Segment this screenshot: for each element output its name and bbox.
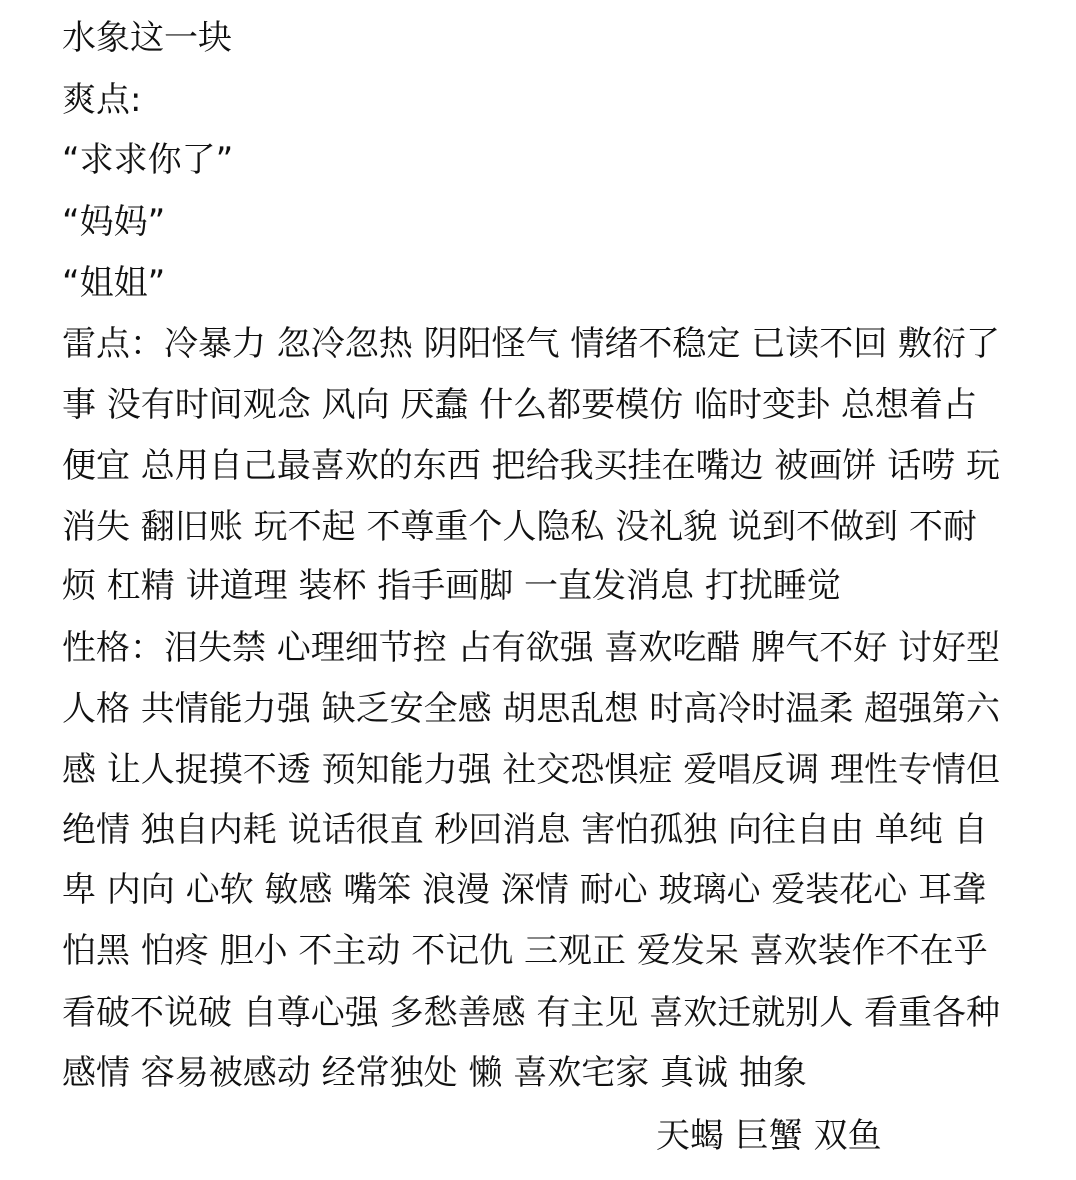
personality-line: 怕黑 怕疼 胆小 不主动 不记仇 三观正 爱发呆 喜欢装作不在乎 <box>62 931 988 971</box>
like-item: “姐姐” <box>62 263 166 303</box>
dislikes-line: 烦 杠精 讲道理 装杯 指手画脚 一直发消息 打扰睡觉 <box>62 566 841 606</box>
personality-line: 卑 内向 心软 敏感 嘴笨 浪漫 深情 耐心 玻璃心 爱装花心 耳聋 <box>62 870 987 910</box>
personality-line: 人格 共情能力强 缺乏安全感 胡思乱想 时高冷时温柔 超强第六 <box>62 689 1001 729</box>
personality-line: 感情 容易被感动 经常独处 懒 喜欢宅家 真诚 抽象 <box>62 1053 807 1093</box>
personality-line: 绝情 独自内耗 说话很直 秒回消息 害怕孤独 向往自由 单纯 自 <box>62 810 988 850</box>
like-item: “妈妈” <box>62 202 166 242</box>
likes-label: 爽点: <box>62 80 142 120</box>
dislikes-line: 雷点：冷暴力 忽冷忽热 阴阳怪气 情绪不稳定 已读不回 敷衍了 <box>62 324 1001 364</box>
like-item: “求求你了” <box>62 140 234 180</box>
personality-line: 感 让人捉摸不透 预知能力强 社交恐惧症 爱唱反调 理性专情但 <box>62 750 1001 790</box>
zodiac-signs: 天蝎 巨蟹 双鱼 <box>656 1116 882 1156</box>
personality-line: 看破不说破 自尊心强 多愁善感 有主见 喜欢迁就别人 看重各种 <box>62 993 1001 1033</box>
personality-line: 性格：泪失禁 心理细节控 占有欲强 喜欢吃醋 脾气不好 讨好型 <box>62 628 1001 668</box>
dislikes-line: 事 没有时间观念 风向 厌蠢 什么都要模仿 临时变卦 总想着占 <box>62 385 977 425</box>
heading: 水象这一块 <box>62 18 232 58</box>
dislikes-line: 消失 翻旧账 玩不起 不尊重个人隐私 没礼貌 说到不做到 不耐 <box>62 507 977 547</box>
dislikes-line: 便宜 总用自己最喜欢的东西 把给我买挂在嘴边 被画饼 话唠 玩 <box>62 446 1001 486</box>
